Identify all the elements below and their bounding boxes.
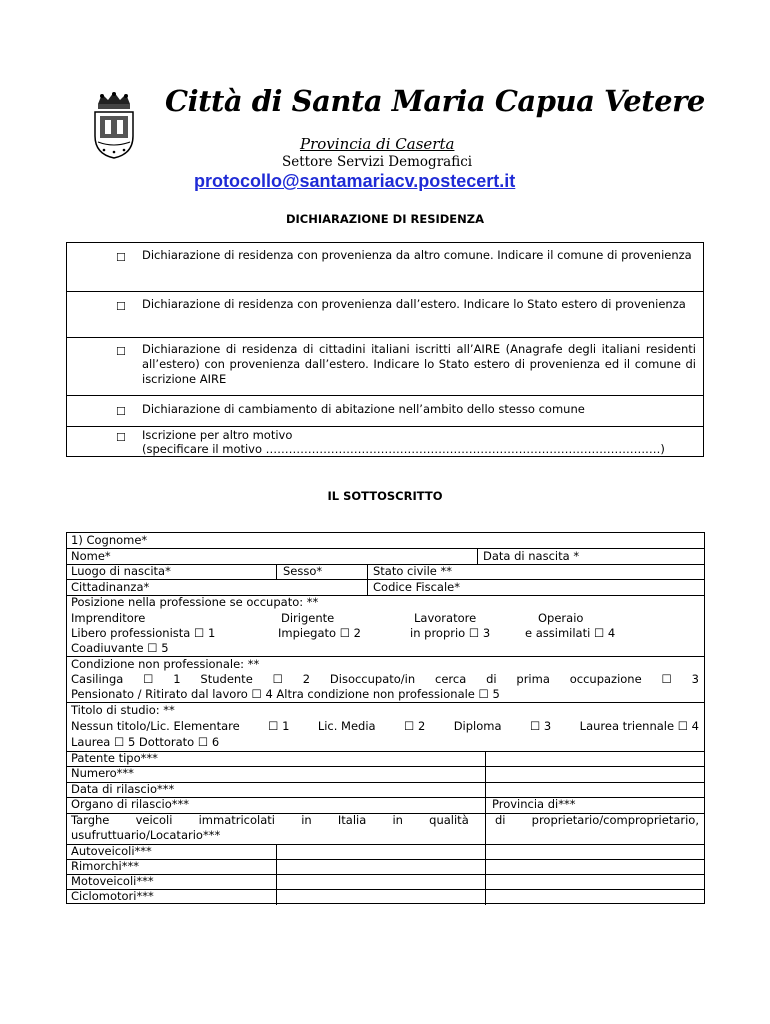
- targhe-label: [71, 813, 699, 828]
- word: qualità: [429, 813, 469, 827]
- impiegato-option[interactable]: Impiegato ☐ 2: [278, 626, 361, 640]
- option-label: Dichiarazione di cambiamento di abitazione nell’ambito dello stesso comune: [142, 402, 585, 416]
- stato-civile-label: Stato civile **: [373, 564, 453, 578]
- word: Lic. Media: [317, 719, 376, 733]
- word: in: [301, 813, 312, 827]
- checkbox[interactable]: ☐: [116, 405, 126, 418]
- word: immatricolati: [198, 813, 275, 827]
- word: Targhe: [71, 813, 110, 827]
- rimorchi-label: Rimorchi***: [71, 859, 139, 873]
- condizione-options-line[interactable]: [71, 672, 699, 687]
- motoveicoli-label: Motoveicoli***: [71, 874, 154, 888]
- word: di: [494, 813, 506, 827]
- word: occupazione: [569, 672, 642, 686]
- operaio-label: Operaio: [538, 611, 584, 625]
- word: 2: [302, 672, 311, 686]
- imprenditore-label: Imprenditore: [71, 611, 146, 625]
- checkbox[interactable]: ☐: [116, 251, 126, 264]
- checkbox[interactable]: ☐: [116, 300, 126, 313]
- sector-name: Settore Servizi Demografici: [282, 154, 473, 170]
- option-label: Iscrizione per altro motivo: [142, 428, 293, 442]
- option-row-cambio-abitazione: [67, 395, 703, 426]
- word: ☐ 3: [529, 719, 552, 733]
- word: Disoccupato/in: [329, 672, 416, 686]
- nome-label: Nome*: [71, 549, 111, 563]
- coadiuvante-option[interactable]: Coadiuvante ☐ 5: [71, 641, 169, 655]
- word: ☐: [143, 672, 154, 686]
- cittadinanza-label: Cittadinanza*: [71, 580, 150, 594]
- cognome-label: 1) Cognome*: [71, 533, 148, 547]
- dirigente-label: Dirigente: [281, 611, 335, 625]
- option-label: Dichiarazione di residenza con provenienza dall’estero. Indicare lo Stato estero di provenienza: [142, 297, 686, 311]
- posizione-title: Posizione nella professione se occupato: **: [71, 595, 319, 609]
- word: di: [486, 672, 497, 686]
- option-label: Dichiarazione di residenza con provenienza da altro comune. Indicare il comune di provenienza: [142, 248, 692, 262]
- condizione-options-line-2[interactable]: Pensionato / Ritirato dal lavoro ☐ 4 Altra condizione non professionale ☐ 5: [71, 687, 500, 701]
- codice-fiscale-label: Codice Fiscale*: [373, 580, 460, 594]
- option-motivo-field[interactable]: (specificare il motivo ……………………………………………………………………………………….…): [142, 442, 665, 456]
- option-row-estero: [67, 291, 703, 337]
- word: ☐: [272, 672, 283, 686]
- word: 1: [173, 672, 181, 686]
- word: prima: [516, 672, 550, 686]
- word: Diploma: [453, 719, 502, 733]
- word: in: [392, 813, 403, 827]
- personal-data-form: [66, 532, 705, 904]
- condizione-title: Condizione non professionale: **: [71, 657, 260, 671]
- option-row-altro-motivo: [67, 426, 703, 456]
- word: Studente: [200, 672, 253, 686]
- word: ☐: [661, 672, 672, 686]
- ciclomotori-label: Ciclomotori***: [71, 889, 154, 903]
- word: Laurea triennale ☐ 4: [579, 719, 699, 733]
- city-crest-logo: [92, 90, 136, 160]
- targhe-label-2: usufruttuario/Locatario***: [71, 828, 221, 842]
- word: Nessun titolo/Lic. Elementare: [71, 719, 240, 733]
- checkbox[interactable]: ☐: [116, 431, 126, 444]
- word: ☐ 2: [404, 719, 426, 733]
- data-rilascio-label: Data di rilascio***: [71, 782, 175, 796]
- pec-email-link[interactable]: protocollo@santamariacv.postecert.it: [194, 171, 516, 191]
- word: proprietario/comproprietario,: [531, 813, 699, 827]
- patente-tipo-label: Patente tipo***: [71, 751, 158, 765]
- document-title: DICHIARAZIONE DI RESIDENZA: [285, 212, 485, 226]
- subscriber-heading: IL SOTTOSCRITTO: [327, 489, 443, 503]
- provincia-label: Provincia di***: [492, 797, 576, 811]
- data-nascita-label: Data di nascita *: [483, 549, 580, 563]
- checkbox[interactable]: ☐: [116, 345, 126, 358]
- in-proprio-option[interactable]: in proprio ☐ 3: [410, 626, 491, 640]
- word: Italia: [337, 813, 367, 827]
- word: ☐ 1: [268, 719, 290, 733]
- autoveicoli-label: Autoveicoli***: [71, 844, 152, 858]
- province-name: Provincia di Caserta: [300, 135, 455, 153]
- titolo-studio-title: Titolo di studio: **: [71, 703, 175, 717]
- sesso-label: Sesso*: [283, 564, 323, 578]
- word: Casilinga: [71, 672, 124, 686]
- city-title: Città di Santa Maria Capua Vetere: [165, 84, 705, 118]
- numero-label: Numero***: [71, 766, 134, 780]
- titolo-studio-options-line[interactable]: [71, 719, 699, 734]
- libero-professionista-option[interactable]: Libero professionista ☐ 1: [71, 626, 216, 640]
- option-row-altro-comune: [67, 243, 703, 291]
- organo-rilascio-label: Organo di rilascio***: [71, 797, 190, 811]
- option-row-aire: [67, 337, 703, 395]
- option-label: Dichiarazione di residenza di cittadini italiani iscritti all’AIRE (Anagrafe degli italiani residenti all’estero) con provenienza dall’estero. Indicare lo Stato estero di provenienza ed il comune di iscrizione AIRE: [142, 342, 696, 386]
- luogo-nascita-label: Luogo di nascita*: [71, 564, 171, 578]
- assimilati-option[interactable]: e assimilati ☐ 4: [525, 626, 616, 640]
- titolo-studio-options-line-2[interactable]: Laurea ☐ 5 Dottorato ☐ 6: [71, 735, 220, 749]
- lavoratore-label: Lavoratore: [414, 611, 477, 625]
- word: cerca: [435, 672, 467, 686]
- word: 3: [691, 672, 699, 686]
- declaration-type-table: [66, 242, 704, 457]
- word: veicoli: [135, 813, 173, 827]
